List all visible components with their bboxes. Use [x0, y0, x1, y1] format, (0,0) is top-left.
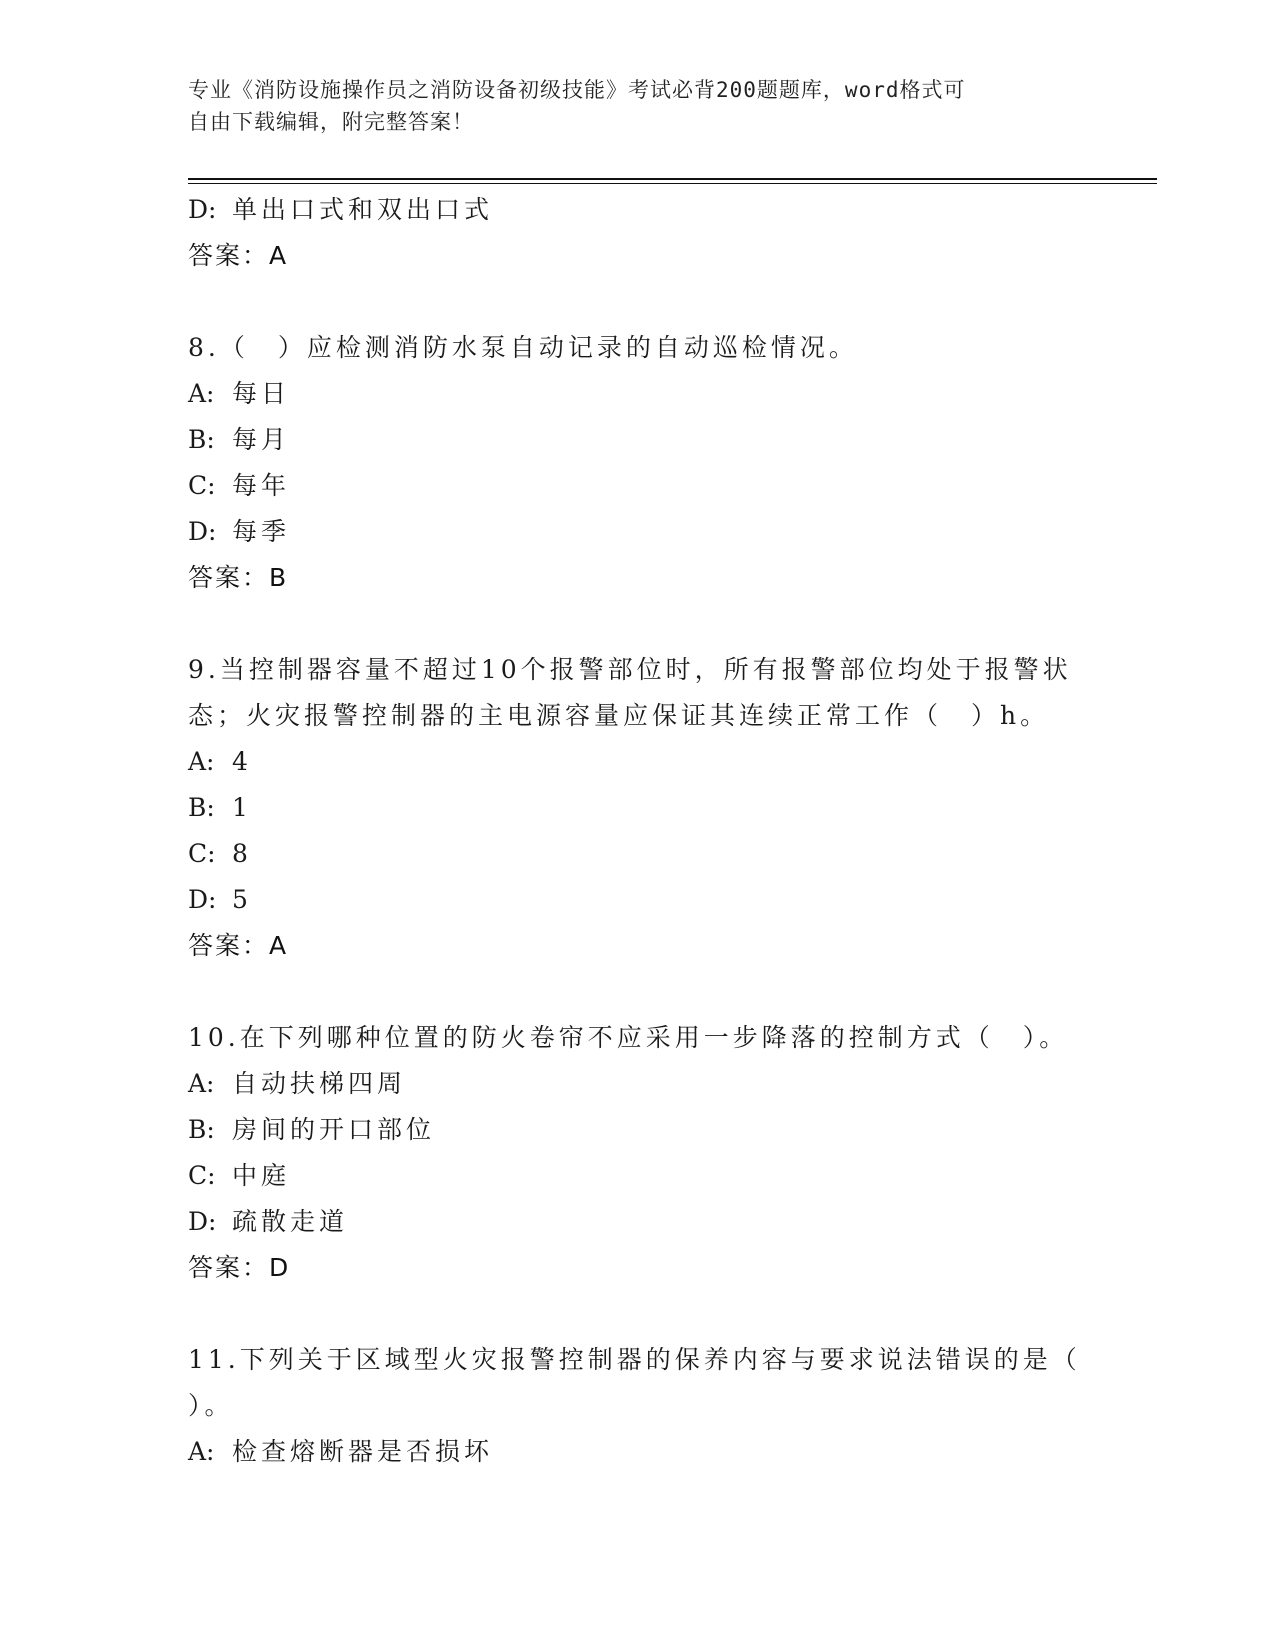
option-a: [188, 1061, 1088, 1107]
spacer: [188, 279, 1088, 325]
header-line-2: 自由下载编辑，附完整答案！: [188, 110, 474, 134]
option-text: 每季: [232, 517, 291, 546]
option-key: A:: [188, 1069, 215, 1098]
spacer: [188, 1291, 1088, 1337]
option-text: 中庭: [232, 1161, 291, 1190]
option-b: [188, 1107, 1088, 1153]
option-key: D:: [188, 885, 217, 914]
option-text: 8: [232, 839, 252, 868]
option-c: [188, 831, 1088, 877]
option-text: 每日: [232, 379, 291, 408]
option-text: 自动扶梯四周: [232, 1069, 407, 1098]
option-key: C:: [188, 1161, 216, 1190]
option-text: 4: [232, 747, 252, 776]
header-divider: [188, 178, 1157, 184]
option-text: 5: [232, 885, 252, 914]
option-key: B:: [188, 793, 215, 822]
option-text: 每月: [232, 425, 291, 454]
header-line-1: 专业《消防设施操作员之消防设备初级技能》考试必背200题题库，word格式可: [188, 78, 966, 102]
option-key: D:: [188, 195, 217, 224]
answer-line: 答案：D: [188, 1253, 291, 1282]
option-key: B:: [188, 425, 215, 454]
option-a: [188, 739, 1088, 785]
answer-line: 答案：A: [188, 241, 289, 270]
option-text: 检查熔断器是否损坏: [232, 1437, 494, 1466]
option-key: B:: [188, 1115, 215, 1144]
option-key: D:: [188, 1207, 217, 1236]
answer-line: 答案：A: [188, 931, 289, 960]
question-list: [188, 187, 1088, 1475]
option-key: C:: [188, 471, 216, 500]
option-key: A:: [188, 1437, 215, 1466]
option-text: 房间的开口部位: [232, 1115, 436, 1144]
option-b: [188, 417, 1088, 463]
spacer: [188, 601, 1088, 647]
option-text: 1: [232, 793, 252, 822]
question-stem-continued: 态；火灾报警控制器的主电源容量应保证其连续正常工作（ ）h。: [188, 701, 1050, 730]
question-11: [188, 1337, 1088, 1475]
question-stem: 9.当控制器容量不超过10个报警部位时，所有报警部位均处于报警状: [188, 655, 1072, 684]
question-10: [188, 1015, 1088, 1291]
option-a: [188, 1429, 1088, 1475]
option-a: [188, 371, 1088, 417]
document-header: [188, 74, 1068, 138]
option-key: A:: [188, 379, 215, 408]
option-d: [188, 877, 1088, 923]
spacer: [188, 969, 1088, 1015]
option-text: 每年: [232, 471, 291, 500]
question-stem: 11.下列关于区域型火灾报警控制器的保养内容与要求说法错误的是（: [188, 1345, 1081, 1374]
option-text: 单出口式和双出口式: [232, 195, 494, 224]
option-key: D:: [188, 517, 217, 546]
question-8: [188, 325, 1088, 601]
question-9: [188, 647, 1088, 969]
option-d: [188, 187, 1088, 233]
question-stem: 8.（ ）应检测消防水泵自动记录的自动巡检情况。: [188, 333, 858, 362]
option-c: [188, 463, 1088, 509]
option-key: C:: [188, 839, 216, 868]
option-c: [188, 1153, 1088, 1199]
question-stem: 10.在下列哪种位置的防火卷帘不应采用一步降落的控制方式（ ）。: [188, 1023, 1069, 1052]
option-text: 疏散走道: [232, 1207, 349, 1236]
option-key: A:: [188, 747, 215, 776]
answer-line: 答案：B: [188, 563, 289, 592]
option-b: [188, 785, 1088, 831]
option-d: [188, 1199, 1088, 1245]
option-d: [188, 509, 1088, 555]
question-stem-continued: ）。: [188, 1391, 234, 1420]
